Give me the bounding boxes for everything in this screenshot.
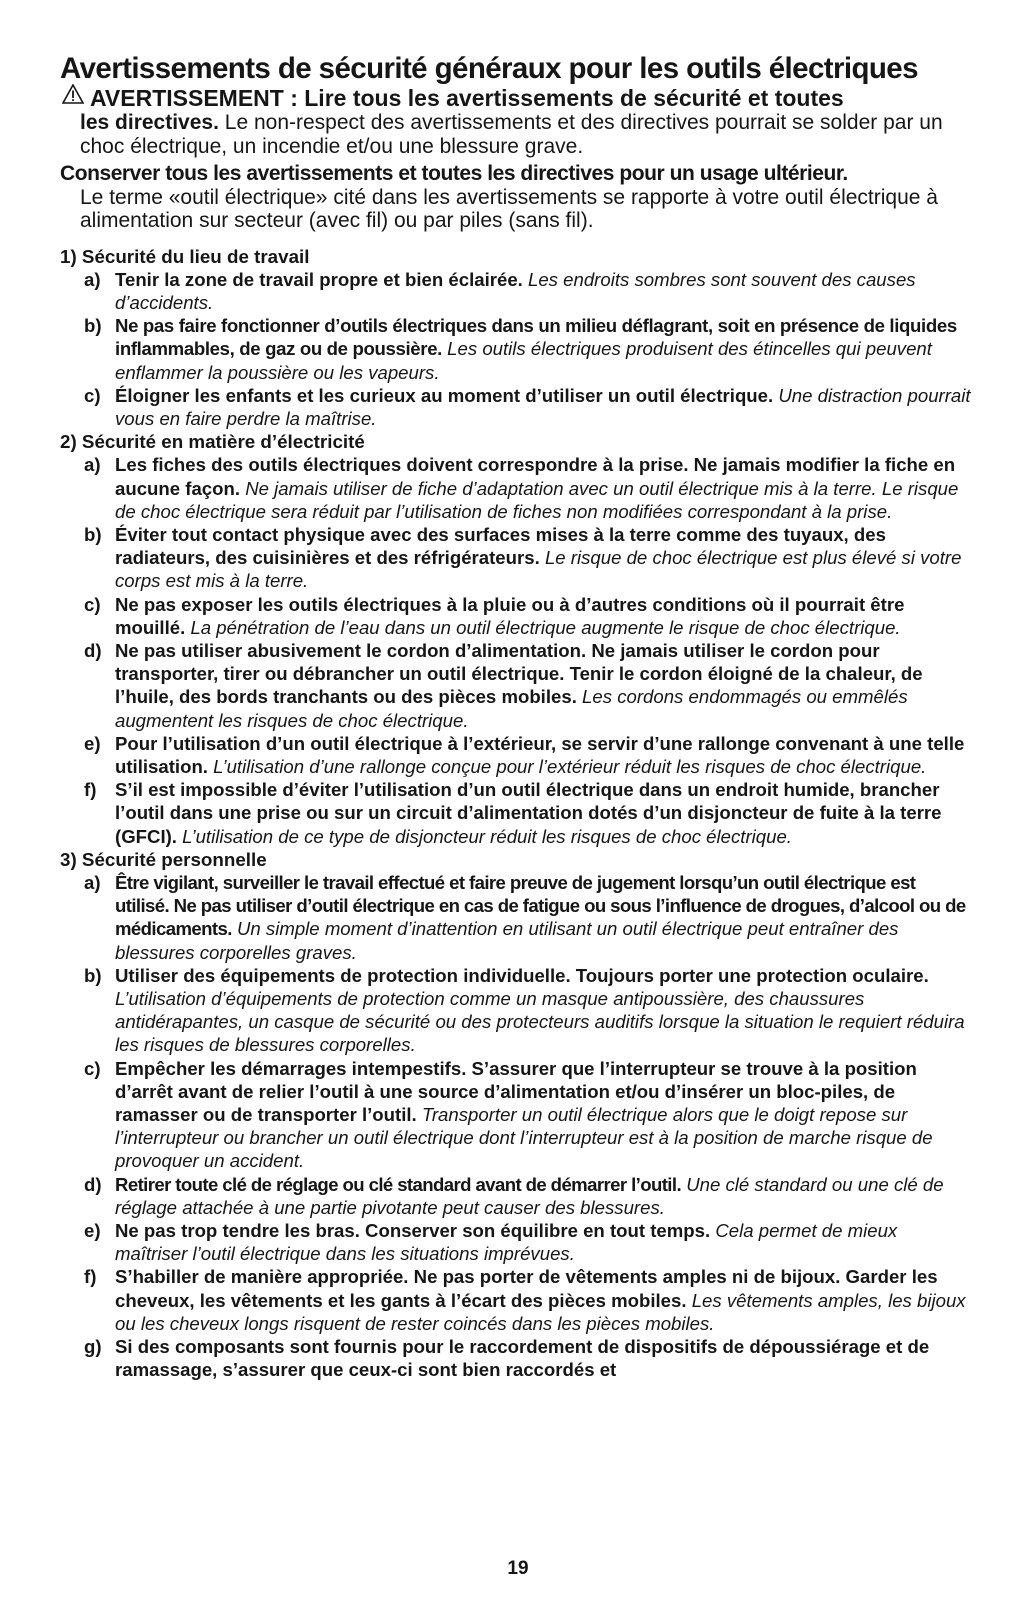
item-bold-text: Pour l’utilisation d’un outil électrique à l’extérieur, se servir d’une rallonge convenant à une telle utilisation.	[115, 732, 965, 777]
list-item	[60, 732, 972, 778]
item-bold-text: Si des composants sont fournis pour le raccordement de dispositifs de dépoussiérage et de ramassage, s’assurer que ceux-ci sont bien raccordés et	[115, 1336, 930, 1381]
list-item	[60, 639, 972, 732]
item-label: c)	[84, 1057, 101, 1079]
item-bold-text: Empêcher les démarrages intempestifs. S’assurer que l’interrupteur se trouve à la position d’arrêt avant de relier l’outil à une source d’alimentation et/ou d’insérer un bloc-piles, de ramasser ou de transporter l’outil.	[115, 1057, 917, 1126]
item-italic-text: Un simple moment d’inattention en utilisant un outil électrique peut entraîner des blessures corporelles graves.	[115, 918, 899, 963]
keep-body: Le terme «outil électrique» cité dans les avertissements se rapporte à votre outil électrique à alimentation sur secteur (avec fil) ou par piles (sans fil).	[80, 185, 938, 232]
item-italic-text: L’utilisation d’équipements de protection comme un masque antipoussière, des chaussures antidérapantes, un casque de sécurité ou des protecteurs auditifs lorsque la situation le requiert réduira les risques de blessures corporelles.	[115, 988, 965, 1056]
page-number: 19	[507, 1558, 529, 1579]
item-italic-text: Une distraction pourrait vous en faire perdre la maîtrise.	[115, 384, 971, 429]
item-bold-text: Retirer toute clé de réglage ou clé standard avant de démarrer l’outil.	[115, 1173, 682, 1195]
item-label: c)	[84, 593, 101, 615]
list-item	[60, 1057, 972, 1173]
item-label: e)	[84, 732, 101, 754]
list-item	[60, 1335, 972, 1381]
keep-lead: Conserver tous les avertissements et toutes les directives pour un usage ultérieur.	[60, 162, 848, 185]
item-label: b)	[84, 315, 102, 337]
item-label: e)	[84, 1220, 101, 1242]
item-italic-text: Les endroits sombres sont souvent des causes d’accidents.	[115, 268, 916, 313]
manual-page	[60, 52, 972, 1381]
item-bold-text: Ne pas faire fonctionner d’outils électriques dans un milieu déflagrant, soit en présence de liquides inflammables, de gaz ou de poussière.	[115, 315, 957, 360]
list-item	[60, 1173, 972, 1219]
page-title: Avertissements de sécurité généraux pour les outils électriques	[60, 52, 918, 85]
item-bold-text: S’il est impossible d’éviter l’utilisation d’un outil électrique dans un endroit humide, brancher l’outil dans une prise ou sur un circuit d’alimentation dotés d’un disjoncteur de fuite à la terre (GFCI).	[115, 779, 942, 847]
item-label: a)	[84, 454, 101, 476]
list-item	[60, 523, 972, 593]
warning-block	[60, 86, 972, 158]
item-label: a)	[84, 268, 101, 290]
item-italic-text: L’utilisation de ce type de disjoncteur réduit les risques de choc électrique.	[182, 825, 792, 847]
item-italic-text: Le risque de choc électrique est plus élevé si votre corps est mis à la terre.	[115, 547, 962, 592]
list-item	[60, 871, 972, 964]
item-bold-text: Éviter tout contact physique avec des surfaces mises à la terre comme des tuyaux, des radiateurs, des cuisinières et des réfrigérateurs.	[115, 523, 886, 569]
list-item	[60, 314, 972, 384]
item-label: b)	[84, 964, 102, 986]
section-title: 2) Sécurité en matière d’électricité	[60, 431, 365, 453]
list-item	[60, 964, 972, 1057]
item-label: f)	[84, 1266, 97, 1288]
item-italic-text: Ne jamais utiliser de fiche d’adaptation avec un outil électrique mis à la terre. Le risque de choc électrique sera réduit par l’utilisation de fiches non modifiées correspondant à la prise.	[115, 477, 959, 522]
item-bold-text: Ne pas trop tendre les bras. Conserver son équilibre en tout temps.	[115, 1220, 711, 1242]
item-bold-text: Ne pas exposer les outils électriques à la pluie ou à d’autres conditions où il pourrait être mouillé.	[115, 593, 905, 638]
item-italic-text: Les outils électriques produisent des étincelles qui peuvent enflammer la poussière ou les vapeurs.	[115, 338, 932, 383]
item-bold-text: Ne pas utiliser abusivement le cordon d’alimentation. Ne jamais utiliser le cordon pour transporter, tirer ou débrancher un outil électrique. Tenir le cordon éloigné de la chaleur, de l’huile, des bords tranchants ou des pièces mobiles.	[115, 639, 923, 708]
item-italic-text: Les vêtements amples, les bijoux ou les cheveux longs risquent de rester coincés dans les pièces mobiles.	[115, 1289, 966, 1334]
warning-text: Le non-respect des avertissements et des directives pourrait se solder par un choc électrique, un incendie et/ou une blessure grave.	[80, 111, 943, 158]
warning-triangle-icon	[62, 84, 84, 109]
item-italic-text: Cela permet de mieux maîtriser l’outil électrique dans les situations imprévues.	[115, 1220, 898, 1265]
item-italic-text: La pénétration de l’eau dans un outil électrique augmente le risque de choc électrique.	[190, 616, 901, 638]
section-title: 1) Sécurité du lieu de travail	[60, 245, 310, 267]
list-item	[60, 384, 972, 430]
list-item	[60, 1219, 972, 1265]
item-label: d)	[84, 639, 102, 661]
item-italic-text: Une clé standard ou une clé de réglage attachée à une partie pivotante peut causer des blessures.	[115, 1173, 944, 1218]
item-italic-text: L’utilisation d’une rallonge conçue pour l’extérieur réduit les risques de choc électrique.	[213, 755, 927, 777]
list-item	[60, 593, 972, 639]
item-bold-text: Utiliser des équipements de protection individuelle. Toujours porter une protection oculaire.	[115, 964, 929, 986]
list-item	[60, 268, 972, 314]
item-label: d)	[84, 1173, 102, 1195]
item-bold-text: S’habiller de manière appropriée. Ne pas porter de vêtements amples ni de bijoux. Garder les cheveux, les vêtements et les gants à l’écart des pièces mobiles.	[115, 1266, 938, 1311]
warning-bold-cont: les directives.	[80, 111, 219, 134]
item-label: a)	[84, 871, 101, 893]
item-bold-text: Les fiches des outils électriques doivent correspondre à la prise. Ne jamais modifier la fiche en aucune façon.	[115, 454, 956, 499]
warning-heading: AVERTISSEMENT : Lire tous les avertissements de sécurité et toutes	[90, 85, 844, 111]
item-bold-text: Tenir la zone de travail propre et bien éclairée.	[115, 268, 523, 290]
item-label: c)	[84, 384, 101, 406]
item-label: b)	[84, 523, 102, 545]
item-bold-text: Être vigilant, surveiller le travail effectué et faire preuve de jugement lorsqu’un outil électrique est utilisé. Ne pas utiliser d’outil électrique en cas de fatigue ou sous l’influence de drogues, d’alcool ou de médicaments.	[115, 871, 966, 940]
warning-body	[60, 111, 972, 158]
item-bold-text: Éloigner les enfants et les curieux au moment d’utiliser un outil électrique.	[115, 384, 774, 406]
item-italic-text: Transporter un outil électrique alors que le doigt repose sur l’interrupteur ou brancher un outil électrique dont l’interrupteur est à la position de marche risque de provoquer un accident.	[115, 1104, 933, 1172]
section-title: 3) Sécurité personnelle	[60, 848, 267, 870]
list-item	[60, 778, 972, 848]
keep-instructions	[60, 162, 972, 233]
list-item	[60, 1265, 972, 1335]
item-italic-text: Les cordons endommagés ou emmêlés augmentent les risques de choc électrique.	[115, 686, 908, 731]
list-item	[60, 453, 972, 523]
item-label: f)	[84, 779, 97, 801]
item-label: g)	[84, 1336, 102, 1358]
safety-sections	[60, 245, 972, 1382]
